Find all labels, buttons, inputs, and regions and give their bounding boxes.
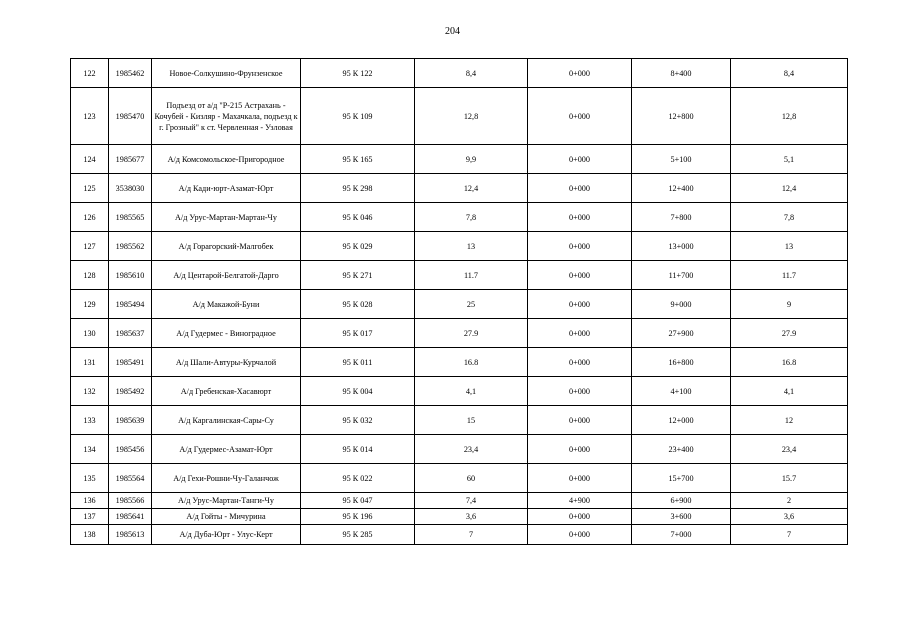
road-name-cell: А/д Гойты - Мичурина: [152, 509, 301, 525]
row-number-cell: 137: [71, 509, 109, 525]
table-row: [71, 290, 848, 319]
row-number-cell: 135: [71, 464, 109, 493]
road-length-cell: 3,6: [415, 509, 528, 525]
start-km-cell: 0+000: [528, 435, 632, 464]
road-code-cell: 95 К 017: [301, 319, 415, 348]
table-row: [71, 261, 848, 290]
road-name-cell: А/д Горагорский-Малгобек: [152, 232, 301, 261]
total-length-cell: 12: [731, 406, 848, 435]
end-km-cell: 6+900: [632, 493, 731, 509]
road-id-cell: 1985491: [109, 348, 152, 377]
row-number-cell: 134: [71, 435, 109, 464]
road-code-cell: 95 К 029: [301, 232, 415, 261]
total-length-cell: 13: [731, 232, 848, 261]
total-length-cell: 15.7: [731, 464, 848, 493]
road-code-cell: 95 К 285: [301, 525, 415, 545]
table-row: [71, 509, 848, 525]
table-row: [71, 319, 848, 348]
road-id-cell: 1985462: [109, 59, 152, 88]
road-id-cell: 1985677: [109, 145, 152, 174]
road-length-cell: 9,9: [415, 145, 528, 174]
table-row: [71, 464, 848, 493]
row-number-cell: 125: [71, 174, 109, 203]
start-km-cell: 0+000: [528, 59, 632, 88]
table-row: [71, 493, 848, 509]
row-number-cell: 128: [71, 261, 109, 290]
road-length-cell: 60: [415, 464, 528, 493]
row-number-cell: 123: [71, 88, 109, 145]
table-row: [71, 88, 848, 145]
table-row: [71, 377, 848, 406]
road-id-cell: 1985637: [109, 319, 152, 348]
row-number-cell: 127: [71, 232, 109, 261]
road-name-cell: Новое-Солкушино-Фрунзенское: [152, 59, 301, 88]
start-km-cell: 0+000: [528, 464, 632, 493]
row-number-cell: 126: [71, 203, 109, 232]
start-km-cell: 0+000: [528, 319, 632, 348]
row-number-cell: 132: [71, 377, 109, 406]
table-row: [71, 406, 848, 435]
road-code-cell: 95 К 122: [301, 59, 415, 88]
start-km-cell: 0+000: [528, 525, 632, 545]
start-km-cell: 0+000: [528, 406, 632, 435]
road-code-cell: 95 К 298: [301, 174, 415, 203]
end-km-cell: 11+700: [632, 261, 731, 290]
start-km-cell: 0+000: [528, 88, 632, 145]
road-id-cell: 1985564: [109, 464, 152, 493]
end-km-cell: 4+100: [632, 377, 731, 406]
end-km-cell: 3+600: [632, 509, 731, 525]
start-km-cell: 0+000: [528, 203, 632, 232]
road-name-cell: А/д Каргалинская-Сары-Су: [152, 406, 301, 435]
total-length-cell: 3,6: [731, 509, 848, 525]
start-km-cell: 0+000: [528, 377, 632, 406]
road-id-cell: 1985470: [109, 88, 152, 145]
end-km-cell: 12+000: [632, 406, 731, 435]
road-length-cell: 7,8: [415, 203, 528, 232]
end-km-cell: 12+400: [632, 174, 731, 203]
table-row: [71, 232, 848, 261]
road-length-cell: 15: [415, 406, 528, 435]
road-length-cell: 13: [415, 232, 528, 261]
row-number-cell: 122: [71, 59, 109, 88]
start-km-cell: 0+000: [528, 232, 632, 261]
end-km-cell: 16+800: [632, 348, 731, 377]
end-km-cell: 9+000: [632, 290, 731, 319]
road-name-cell: А/д Урус-Мартан-Танги-Чу: [152, 493, 301, 509]
road-length-cell: 23,4: [415, 435, 528, 464]
row-number-cell: 136: [71, 493, 109, 509]
page-number: 204: [445, 26, 460, 37]
end-km-cell: 23+400: [632, 435, 731, 464]
road-code-cell: 95 К 047: [301, 493, 415, 509]
total-length-cell: 4,1: [731, 377, 848, 406]
road-code-cell: 95 К 004: [301, 377, 415, 406]
row-number-cell: 131: [71, 348, 109, 377]
table-row: [71, 174, 848, 203]
road-code-cell: 95 К 022: [301, 464, 415, 493]
road-name-cell: А/д Урус-Мартан-Мартан-Чу: [152, 203, 301, 232]
road-name-cell: А/д Шали-Автуры-Курчалой: [152, 348, 301, 377]
road-id-cell: 1985565: [109, 203, 152, 232]
start-km-cell: 0+000: [528, 261, 632, 290]
road-code-cell: 95 К 028: [301, 290, 415, 319]
road-name-cell: А/д Гребенская-Хасавюрт: [152, 377, 301, 406]
road-code-cell: 95 К 271: [301, 261, 415, 290]
road-length-cell: 4,1: [415, 377, 528, 406]
total-length-cell: 23,4: [731, 435, 848, 464]
start-km-cell: 0+000: [528, 174, 632, 203]
road-code-cell: 95 К 014: [301, 435, 415, 464]
roads-table-body: [71, 59, 848, 545]
road-code-cell: 95 К 165: [301, 145, 415, 174]
total-length-cell: 7: [731, 525, 848, 545]
roads-table: [70, 58, 848, 545]
table-row: [71, 435, 848, 464]
road-code-cell: 95 К 196: [301, 509, 415, 525]
road-id-cell: 1985456: [109, 435, 152, 464]
total-length-cell: 27.9: [731, 319, 848, 348]
total-length-cell: 7,8: [731, 203, 848, 232]
road-length-cell: 12,4: [415, 174, 528, 203]
end-km-cell: 15+700: [632, 464, 731, 493]
road-name-cell: Подъезд от а/д "Р-215 Астрахань - Кочубей - Кизляр - Махачкала, подъезд к г. Грозный" к ст. Червленная - Узловая: [152, 88, 301, 145]
road-id-cell: 1985492: [109, 377, 152, 406]
table-row: [71, 145, 848, 174]
total-length-cell: 8,4: [731, 59, 848, 88]
road-name-cell: А/д Комсомольское-Пригородное: [152, 145, 301, 174]
road-name-cell: А/д Центарой-Белгатой-Дарго: [152, 261, 301, 290]
road-length-cell: 11.7: [415, 261, 528, 290]
end-km-cell: 12+800: [632, 88, 731, 145]
road-id-cell: 1985566: [109, 493, 152, 509]
end-km-cell: 7+800: [632, 203, 731, 232]
road-code-cell: 95 К 032: [301, 406, 415, 435]
road-id-cell: 1985641: [109, 509, 152, 525]
end-km-cell: 13+000: [632, 232, 731, 261]
row-number-cell: 124: [71, 145, 109, 174]
total-length-cell: 16.8: [731, 348, 848, 377]
start-km-cell: 0+000: [528, 290, 632, 319]
table-row: [71, 525, 848, 545]
road-id-cell: 1985639: [109, 406, 152, 435]
row-number-cell: 138: [71, 525, 109, 545]
end-km-cell: 8+400: [632, 59, 731, 88]
road-name-cell: А/д Дуба-Юрт - Улус-Керт: [152, 525, 301, 545]
start-km-cell: 0+000: [528, 509, 632, 525]
road-id-cell: 1985610: [109, 261, 152, 290]
road-code-cell: 95 К 011: [301, 348, 415, 377]
end-km-cell: 27+900: [632, 319, 731, 348]
road-name-cell: А/д Макажой-Буни: [152, 290, 301, 319]
road-id-cell: 3538030: [109, 174, 152, 203]
table-row: [71, 348, 848, 377]
road-length-cell: 12,8: [415, 88, 528, 145]
total-length-cell: 9: [731, 290, 848, 319]
road-length-cell: 7: [415, 525, 528, 545]
road-name-cell: А/д Кади-юрт-Азамат-Юрт: [152, 174, 301, 203]
total-length-cell: 12,4: [731, 174, 848, 203]
row-number-cell: 130: [71, 319, 109, 348]
table-row: [71, 59, 848, 88]
end-km-cell: 5+100: [632, 145, 731, 174]
table-row: [71, 203, 848, 232]
road-name-cell: А/д Гехи-Рошни-Чу-Галанчож: [152, 464, 301, 493]
road-name-cell: А/д Гудермес-Азамат-Юрт: [152, 435, 301, 464]
row-number-cell: 133: [71, 406, 109, 435]
road-length-cell: 27.9: [415, 319, 528, 348]
road-id-cell: 1985562: [109, 232, 152, 261]
road-id-cell: 1985613: [109, 525, 152, 545]
road-name-cell: А/д Гудермес - Виноградное: [152, 319, 301, 348]
end-km-cell: 7+000: [632, 525, 731, 545]
road-length-cell: 25: [415, 290, 528, 319]
total-length-cell: 2: [731, 493, 848, 509]
row-number-cell: 129: [71, 290, 109, 319]
road-code-cell: 95 К 109: [301, 88, 415, 145]
total-length-cell: 12,8: [731, 88, 848, 145]
road-length-cell: 8,4: [415, 59, 528, 88]
start-km-cell: 4+900: [528, 493, 632, 509]
road-length-cell: 7,4: [415, 493, 528, 509]
total-length-cell: 5,1: [731, 145, 848, 174]
total-length-cell: 11.7: [731, 261, 848, 290]
road-length-cell: 16.8: [415, 348, 528, 377]
road-id-cell: 1985494: [109, 290, 152, 319]
start-km-cell: 0+000: [528, 145, 632, 174]
road-code-cell: 95 К 046: [301, 203, 415, 232]
start-km-cell: 0+000: [528, 348, 632, 377]
